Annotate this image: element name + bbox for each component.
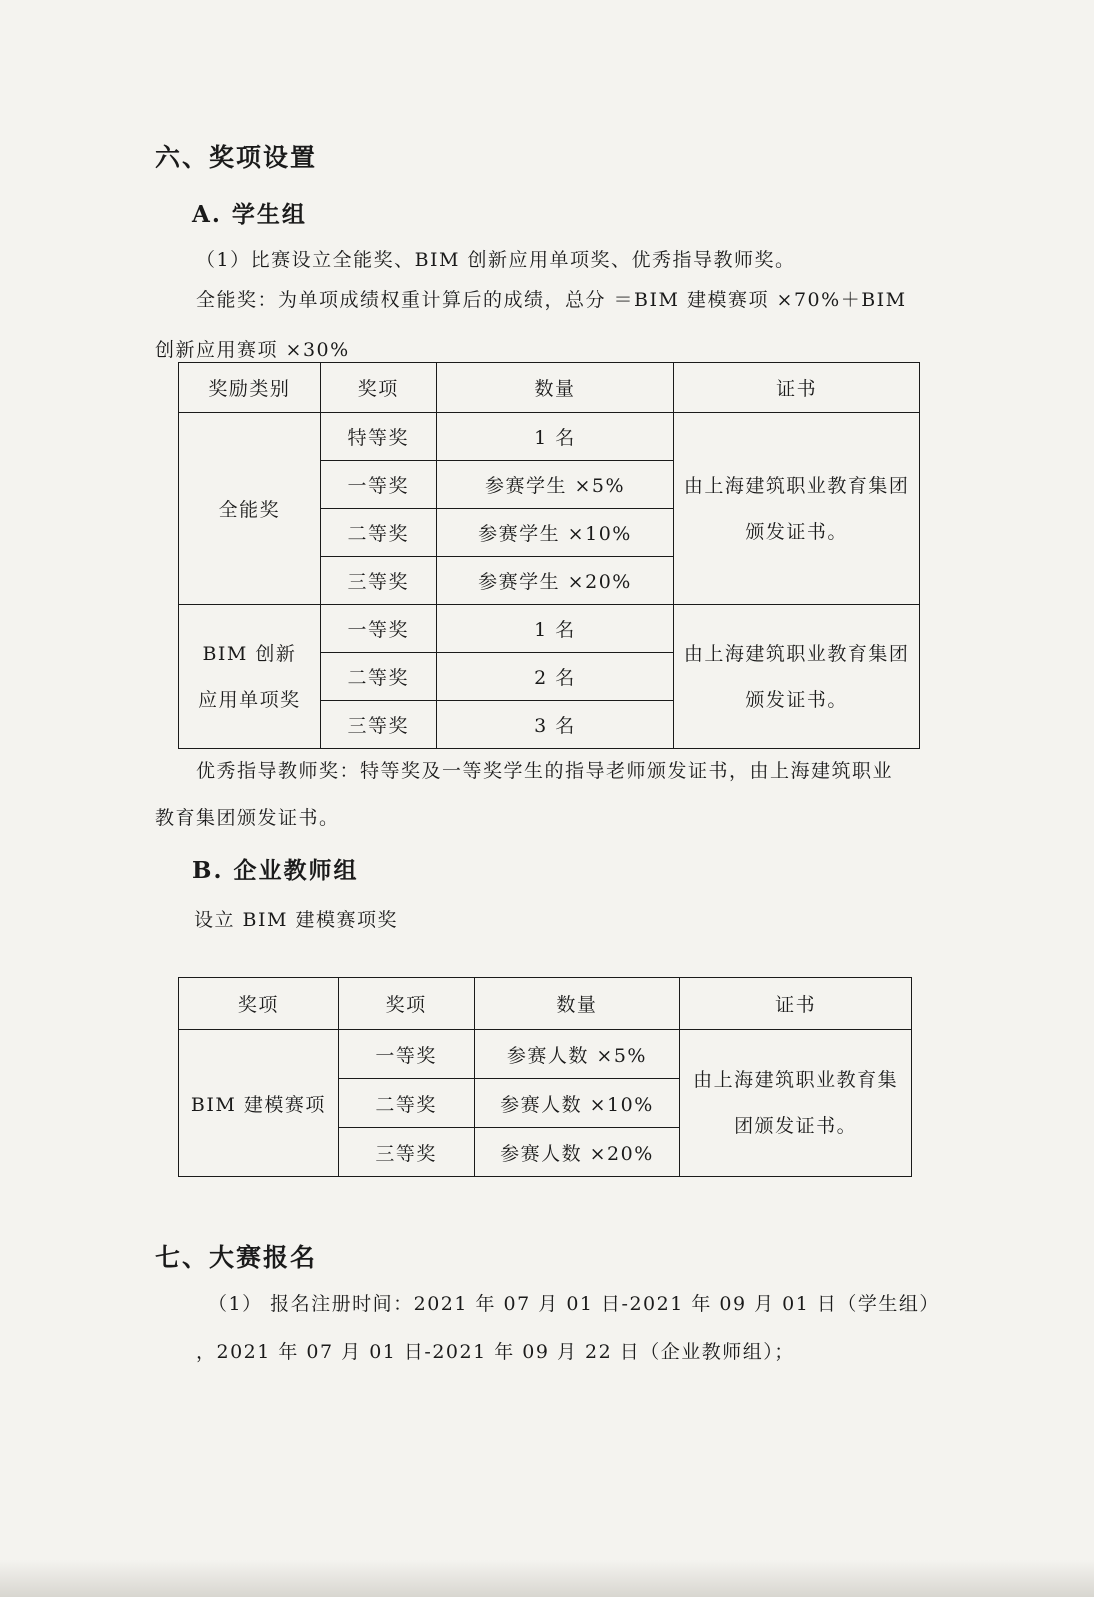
header-cell: 奖项 — [179, 978, 339, 1030]
cert-cell: 由上海建筑职业教育集团颁发证书。 — [674, 413, 920, 605]
award-cell: 二等奖 — [338, 1079, 474, 1128]
award-cell: 二等奖 — [320, 653, 436, 701]
section7-title: 七、大赛报名 — [155, 1243, 318, 1272]
student-award-table — [178, 362, 920, 749]
award-cell: 三等奖 — [338, 1128, 474, 1177]
table-row — [179, 1030, 912, 1079]
cert-cell: 由上海建筑职业教育集团颁发证书。 — [674, 605, 920, 749]
category-cell: 全能奖 — [179, 413, 321, 605]
count-cell: 3 名 — [436, 701, 674, 749]
award-cell: 一等奖 — [320, 461, 436, 509]
count-cell: 参赛人数 ×5% — [474, 1030, 680, 1079]
header-cell: 数量 — [474, 978, 680, 1030]
count-cell: 参赛学生 ×10% — [436, 509, 674, 557]
header-cell: 证书 — [674, 363, 920, 413]
group-a-title: A. 学生组 — [192, 201, 307, 228]
header-cell: 奖项 — [338, 978, 474, 1030]
header-cell: 证书 — [680, 978, 912, 1030]
award-cell: 一等奖 — [320, 605, 436, 653]
award-cell: 特等奖 — [320, 413, 436, 461]
table-row — [179, 413, 920, 461]
section7-line1: （1） 报名注册时间：2021 年 07 月 01 日-2021 年 09 月 01 日（学生组） — [208, 1293, 940, 1315]
page-bottom-shadow — [0, 1560, 1094, 1597]
cert-cell: 由上海建筑职业教育集团颁发证书。 — [680, 1030, 912, 1177]
teacher-award-line2: 教育集团颁发证书。 — [155, 807, 340, 829]
group-b-title: B. 企业教师组 — [192, 857, 359, 884]
count-cell: 参赛学生 ×20% — [436, 557, 674, 605]
section6-title: 六、奖项设置 — [155, 143, 318, 172]
count-cell: 1 名 — [436, 605, 674, 653]
count-cell: 参赛学生 ×5% — [436, 461, 674, 509]
award-cell: 三等奖 — [320, 557, 436, 605]
table-header-row — [179, 363, 920, 413]
table-header-row — [179, 978, 912, 1030]
group-b-para: 设立 BIM 建模赛项奖 — [194, 909, 399, 931]
header-cell: 奖励类别 — [179, 363, 321, 413]
count-cell: 参赛人数 ×20% — [474, 1128, 680, 1177]
group-a-para1: （1）比赛设立全能奖、BIM 创新应用单项奖、优秀指导教师奖。 — [196, 249, 796, 271]
header-cell: 奖项 — [320, 363, 436, 413]
award-cell: 二等奖 — [320, 509, 436, 557]
header-cell: 数量 — [436, 363, 674, 413]
category-cell: BIM 建模赛项 — [179, 1030, 339, 1177]
category-cell: BIM 创新应用单项奖 — [179, 605, 321, 749]
teacher-award-table — [178, 977, 912, 1177]
count-cell: 1 名 — [436, 413, 674, 461]
award-cell: 三等奖 — [320, 701, 436, 749]
table-row — [179, 605, 920, 653]
section7-line2: ，2021 年 07 月 01 日-2021 年 09 月 22 日（企业教师组）； — [196, 1341, 795, 1363]
award-cell: 一等奖 — [338, 1030, 474, 1079]
count-cell: 2 名 — [436, 653, 674, 701]
group-a-para2-line2: 创新应用赛项 ×30% — [155, 339, 350, 361]
count-cell: 参赛人数 ×10% — [474, 1079, 680, 1128]
group-a-para2-line1: 全能奖：为单项成绩权重计算后的成绩，总分 ＝BIM 建模赛项 ×70%＋BIM — [196, 289, 907, 311]
teacher-award-line1: 优秀指导教师奖：特等奖及一等奖学生的指导老师颁发证书，由上海建筑职业 — [196, 760, 894, 782]
